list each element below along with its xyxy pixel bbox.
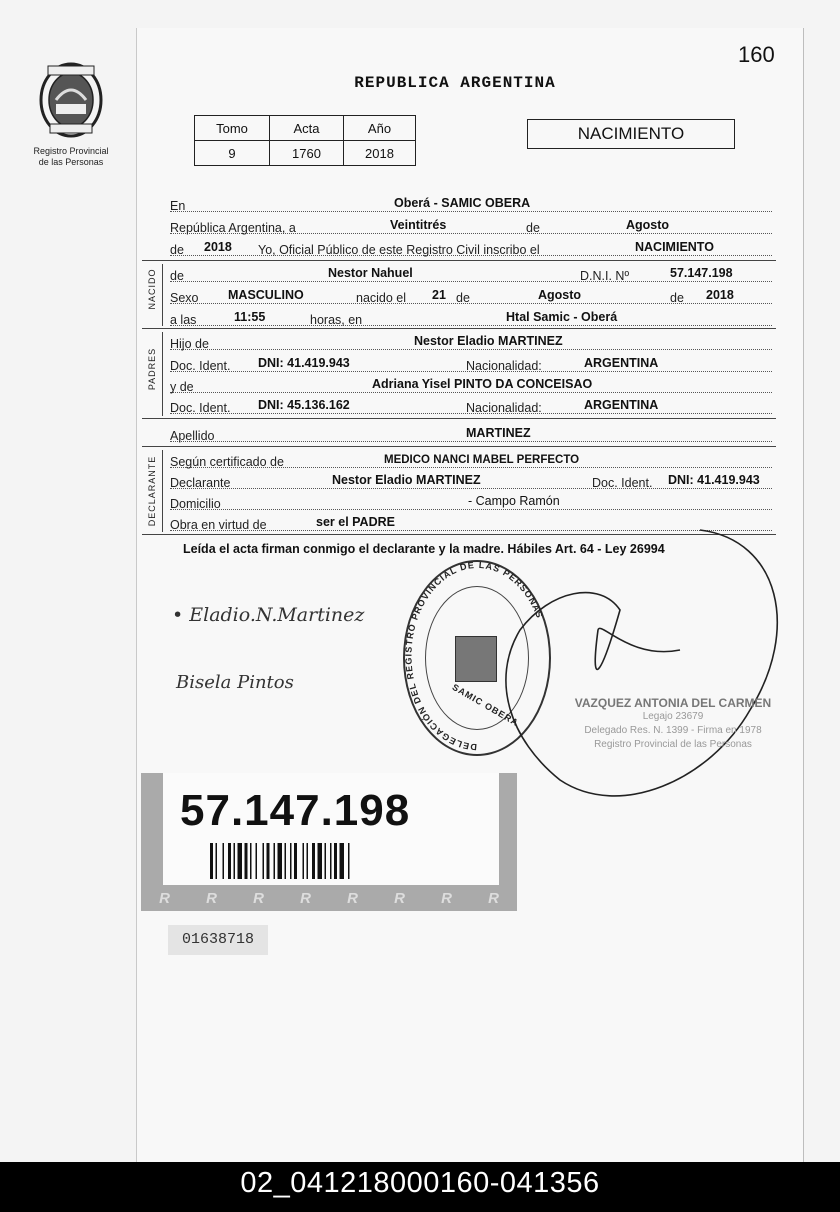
barcode-bar — [210, 843, 213, 879]
divider — [162, 332, 163, 416]
signature-mother: Bisela Pintos — [176, 672, 294, 693]
side-label-padres: PADRES — [147, 347, 157, 391]
birth-place: Htal Samic - Oberá — [506, 310, 618, 324]
barcode-bar — [223, 843, 225, 879]
birth-month: Agosto — [538, 288, 582, 302]
barcode-bar — [290, 843, 292, 879]
act-type-value: NACIMIENTO — [635, 240, 714, 254]
serial-number: 01638718 — [168, 925, 268, 955]
file-id-bar: 02_041218000160-041356 — [0, 1162, 840, 1212]
divider — [142, 260, 776, 261]
line-child-name: de Nestor Nahuel D.N.I. Nº 57.147.198 — [170, 262, 772, 282]
mother-doc: DNI: 45.136.162 — [258, 398, 350, 412]
line-officer: de 2018 Yo, Oficial Público de este Registro Civil inscribo el NACIMIENTO — [170, 236, 772, 256]
stamp-inner-text: SAMIC OBERA — [450, 681, 521, 729]
barcode-bar — [340, 843, 345, 879]
divider — [142, 446, 776, 447]
barcode-bar — [312, 843, 315, 879]
divider — [162, 450, 163, 532]
official-name: VAZQUEZ ANTONIA DEL CARMEN — [574, 696, 772, 710]
province-seal-logo — [38, 60, 104, 140]
register-table-values — [195, 141, 416, 166]
surname-value: MARTINEZ — [466, 426, 531, 440]
year-value: 2018 — [204, 240, 232, 254]
value-tomo: 9 — [195, 141, 270, 166]
barcode-bar — [348, 843, 350, 879]
birth-day: 21 — [432, 288, 446, 302]
line-certificate: Según certificado de MEDICO NANCI MABEL PERFECTO — [170, 448, 772, 468]
divider — [142, 328, 776, 329]
divider — [142, 418, 776, 419]
mother-nationality: ARGENTINA — [584, 398, 659, 412]
sticker-pattern: R R R R R R R R — [159, 889, 499, 907]
header-acta: Acta — [270, 116, 344, 141]
child-dni: 57.147.198 — [670, 266, 733, 280]
father-name: Nestor Eladio MARTINEZ — [414, 334, 563, 348]
barcode-bar — [263, 843, 265, 879]
stamp-outer-text: DELEGACIÓN DEL REGISTRO PROVINCIAL DE LAS PERSONAS — [403, 560, 545, 753]
place-value: Oberá - SAMIC OBERA — [394, 196, 531, 210]
line-place: En Oberá - SAMIC OBERA — [170, 192, 772, 212]
birth-year: 2018 — [706, 288, 734, 302]
logo-caption: Registro Provincial de las Personas — [33, 146, 109, 167]
child-sex: MASCULINO — [228, 288, 304, 302]
register-table-header — [195, 116, 416, 141]
birth-time: 11:55 — [234, 310, 266, 324]
father-nationality: ARGENTINA — [584, 356, 659, 370]
side-label-nacido: NACIDO — [147, 268, 157, 310]
line-declarant: Declarante Nestor Eladio MARTINEZ Doc. Ident. DNI: 41.419.943 — [170, 469, 772, 489]
line-mother: y de Adriana Yisel PINTO DA CONCEISAO — [170, 373, 772, 393]
record-type-box: NACIMIENTO — [527, 119, 735, 149]
line-reason: Obra en virtud de ser el PADRE — [170, 511, 772, 531]
official-signature-block — [568, 696, 778, 752]
barcode-bar — [303, 843, 305, 879]
barcode-bar — [330, 843, 332, 879]
day-words: Veintitrés — [390, 218, 447, 232]
document-title: REPUBLICA ARGENTINA — [354, 74, 556, 92]
barcode-bar — [278, 843, 283, 879]
declarant-name: Nestor Eladio MARTINEZ — [332, 473, 481, 487]
signature-declarant: • Eladio.N.Martinez — [172, 604, 365, 626]
line-sex-birth: Sexo MASCULINO nacido el 21 de Agosto de 2018 — [170, 284, 772, 304]
barcode-bar — [267, 843, 270, 879]
header-tomo: Tomo — [195, 116, 270, 141]
side-label-declarante: DECLARANTE — [147, 455, 157, 527]
closing-statement: Leída el acta firman conmigo el declarante y la madre. Hábiles Art. 64 - Ley 26994 — [183, 542, 665, 556]
month-value: Agosto — [626, 218, 670, 232]
barcode-bars-icon — [210, 843, 414, 879]
value-acta: 1760 — [270, 141, 344, 166]
barcode-bar — [238, 843, 243, 879]
line-surname: Apellido MARTINEZ — [170, 422, 772, 442]
line-father: Hijo de Nestor Eladio MARTINEZ — [170, 330, 772, 350]
address-value: - Campo Ramón — [468, 494, 560, 508]
line-time-place: a las 11:55 horas, en Htal Samic - Oberá — [170, 306, 772, 326]
declarant-doc: DNI: 41.419.943 — [668, 473, 760, 487]
value-ano: 2018 — [344, 141, 416, 166]
barcode-bar — [256, 843, 258, 879]
official-signature-scribble — [480, 520, 800, 820]
barcode-bar — [228, 843, 231, 879]
barcode-bar — [245, 843, 248, 879]
barcode-bar — [285, 843, 287, 879]
barcode-number: 57.147.198 — [180, 786, 411, 835]
official-line2: Legajo 23679 — [642, 711, 704, 722]
line-father-doc: Doc. Ident. DNI: 41.419.943 Nacionalidad: ARGENTINA — [170, 352, 772, 372]
register-table — [194, 115, 416, 166]
barcode-bar — [274, 843, 276, 879]
line-address: Domicilio - Campo Ramón — [170, 490, 772, 510]
page-number: 160 — [738, 42, 775, 67]
certificate-value: MEDICO NANCI MABEL PERFECTO — [384, 454, 580, 466]
divider — [162, 264, 163, 326]
barcode-bar — [294, 843, 297, 879]
barcode-bar — [234, 843, 236, 879]
mother-name: Adriana Yisel PINTO DA CONCEISAO — [372, 377, 593, 391]
official-line3: Delegado Res. N. 1399 - Firma en 1978 — [584, 725, 762, 736]
reason-value: ser el PADRE — [316, 515, 395, 529]
barcode-bar — [216, 843, 218, 879]
barcode-bar — [318, 843, 323, 879]
father-doc: DNI: 41.419.943 — [258, 356, 350, 370]
barcode-bar — [325, 843, 327, 879]
official-line4: Registro Provincial de las Personas — [594, 739, 752, 750]
barcode-bar — [334, 843, 337, 879]
line-mother-doc: Doc. Ident. DNI: 45.136.162 Nacionalidad: ARGENTINA — [170, 394, 772, 414]
line-date: República Argentina, a Veintitrés de Agosto — [170, 214, 772, 234]
barcode-bar — [307, 843, 309, 879]
barcode-bar — [250, 843, 252, 879]
child-name: Nestor Nahuel — [328, 266, 413, 280]
header-ano: Año — [344, 116, 416, 141]
